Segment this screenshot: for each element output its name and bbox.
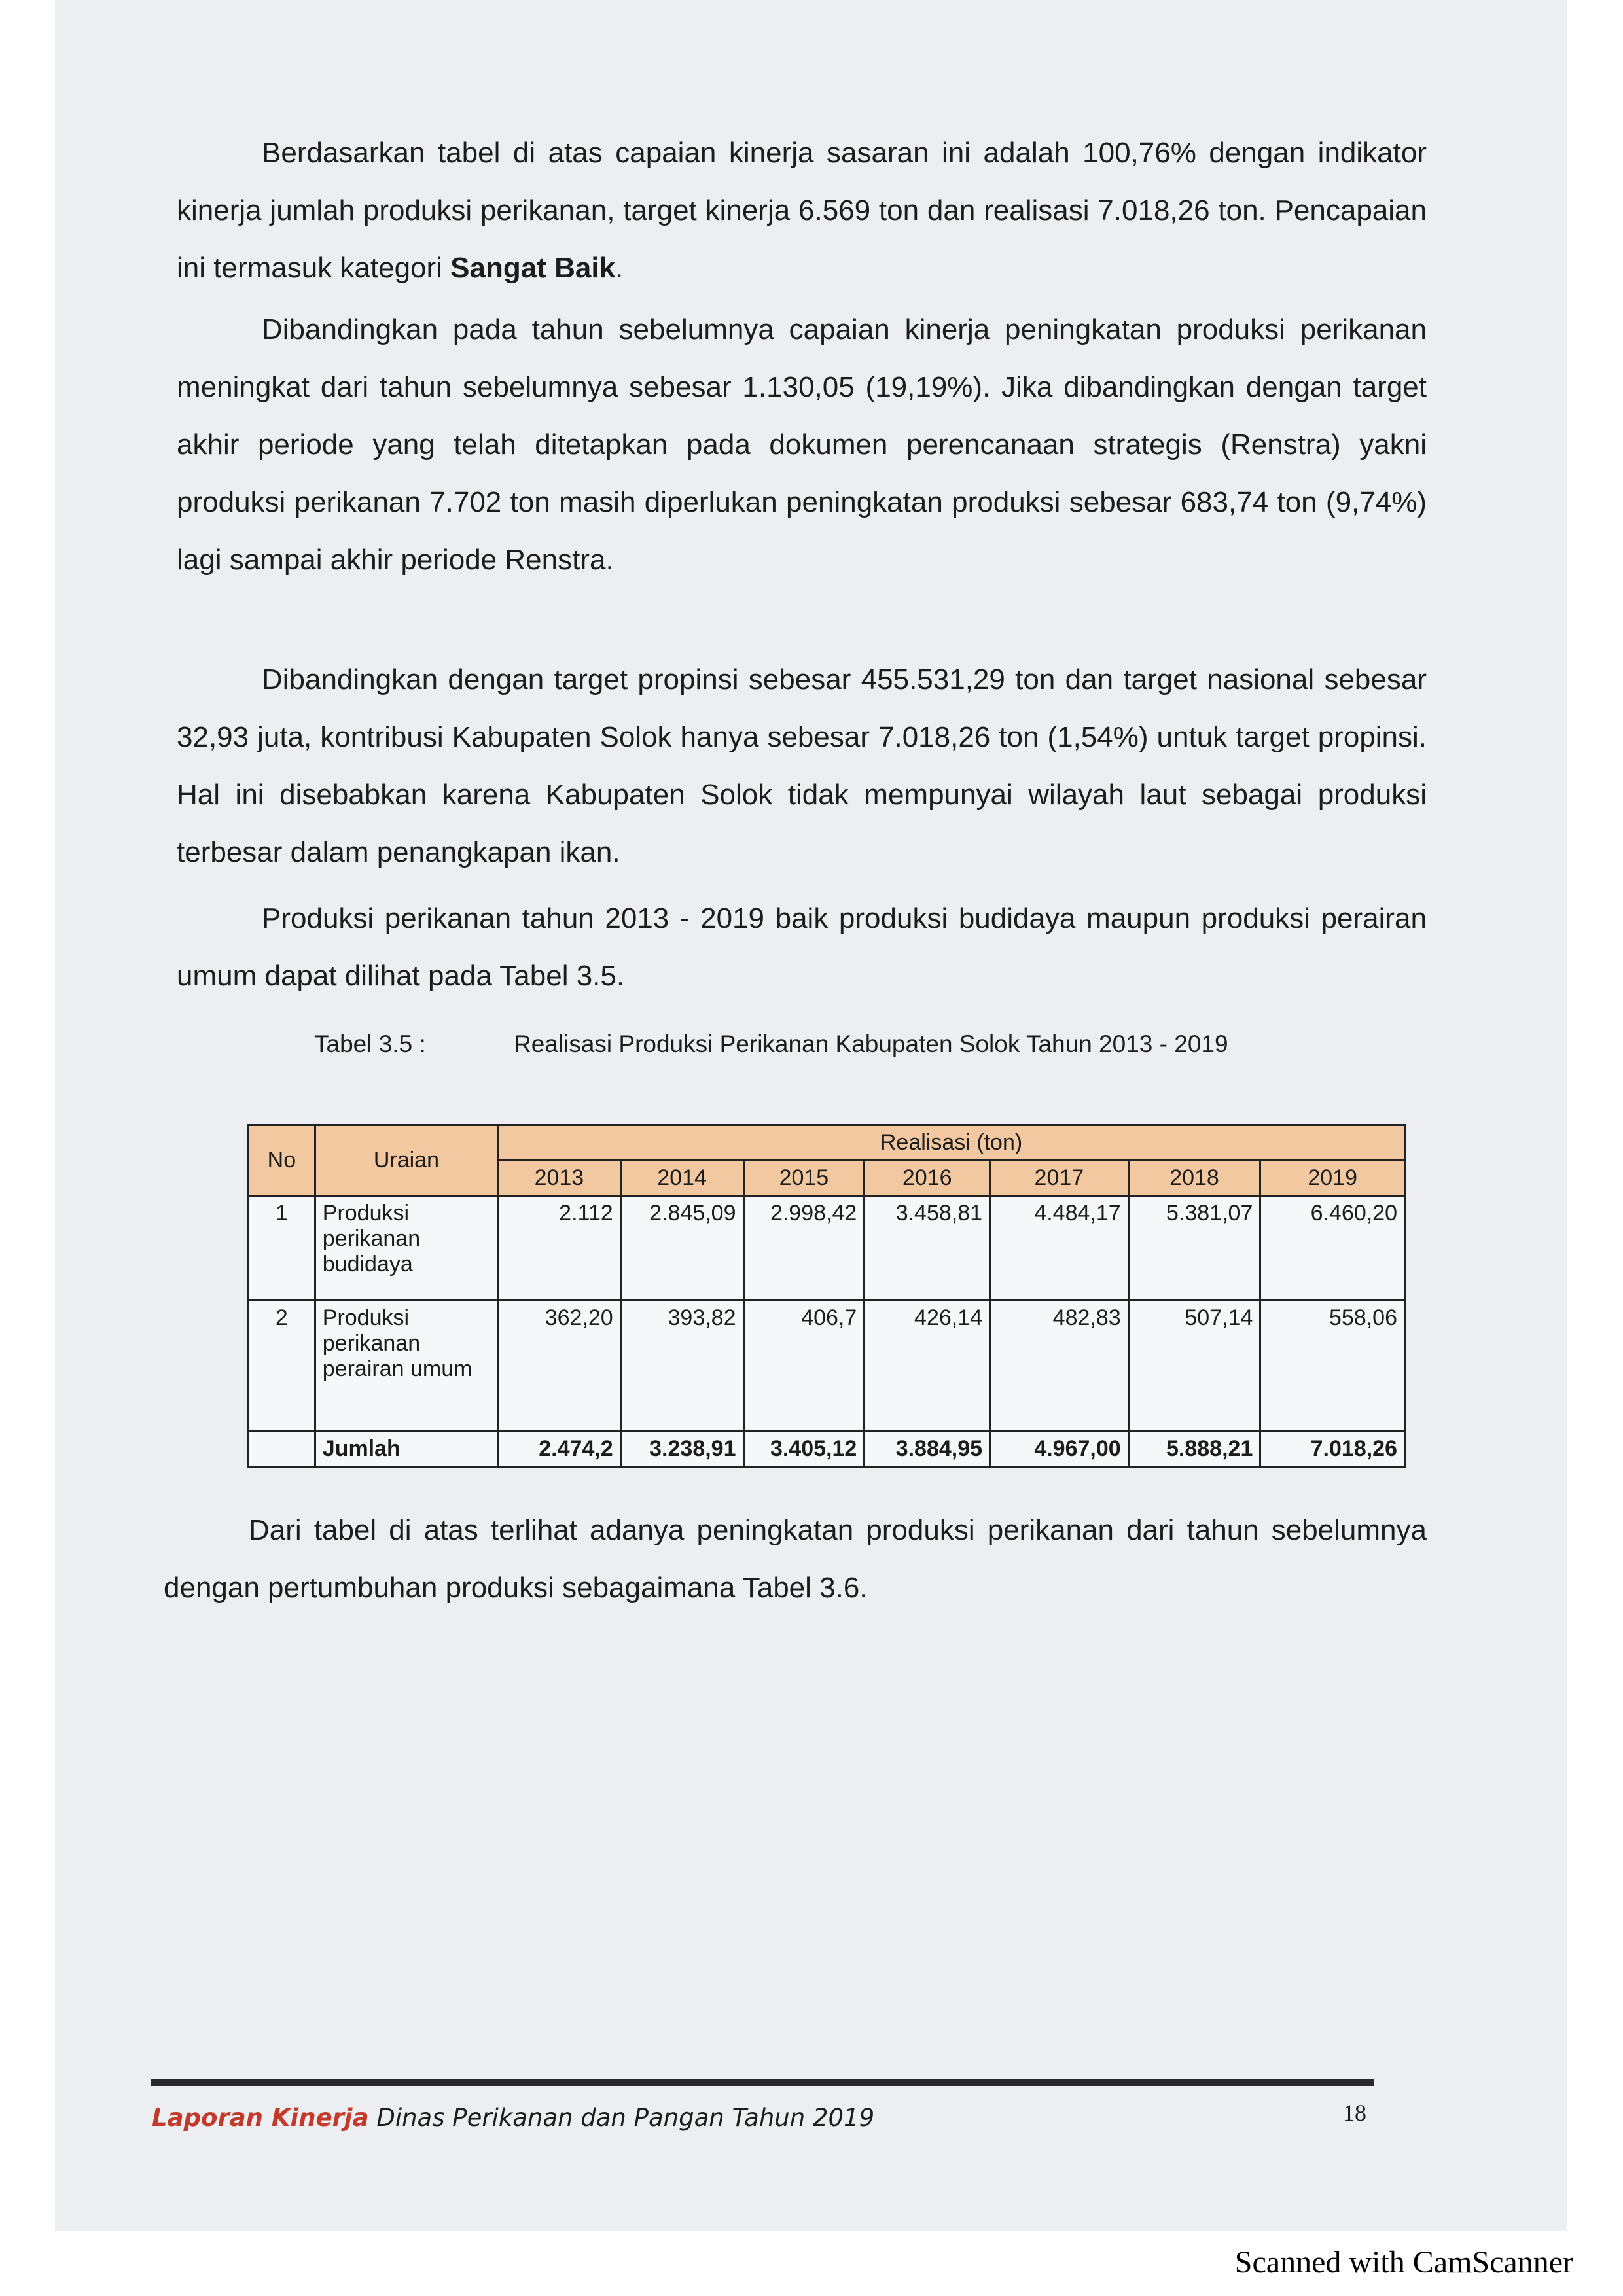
total-value: 5.888,21 [1128,1432,1260,1467]
header-year: 2014 [620,1161,743,1196]
paragraph-target-propinsi: Dibandingkan dengan target propinsi sebesar 455.531,29 ton dan target nasional sebesar 32,93 juta, kontribusi Kabupaten Solok hanya sebesar 7.018,26 ton (1,54%) untuk target propinsi. Hal ini disebabkan karena Kabupaten Solok tidak mempunyai wilayah laut sebagai produksi terbesar dalam penangkapan ikan. [177,663,1427,868]
production-table [247,1124,1406,1468]
paragraph-capaian-kinerja: Berdasarkan tabel di atas capaian kinerja sasaran ini adalah 100,76% dengan indikator kinerja jumlah produksi perikanan, target kinerja 6.569 ton dan realisasi 7.018,26 ton. Pencapaian ini termasuk kategori Sangat Baik. [177,137,1427,284]
scanner-watermark: Scanned with CamScanner [1234,2245,1573,2280]
paragraph-pertumbuhan-produksi: Dari tabel di atas terlihat adanya peningkatan produksi perikanan dari tahun sebelumnya dengan pertumbuhan produksi sebagaimana Tabel 3.6. [164,1514,1427,1604]
total-no [249,1432,315,1467]
total-value: 2.474,2 [498,1432,621,1467]
total-value: 3.405,12 [743,1432,865,1467]
total-value: 4.967,00 [990,1432,1129,1467]
row-value: 426,14 [865,1301,990,1432]
table-row [249,1301,1405,1432]
table-caption-label: Tabel 3.5 : [314,1031,426,1057]
page-number: 18 [1343,2100,1366,2126]
header-uraian: Uraian [315,1125,497,1196]
header-year: 2013 [498,1161,621,1196]
table-caption-title: Realisasi Produksi Perikanan Kabupaten Solok Tahun 2013 - 2019 [514,1031,1228,1057]
header-year: 2018 [1128,1161,1260,1196]
total-value: 3.884,95 [865,1432,990,1467]
row-uraian: Produksi perikanan budidaya [315,1196,497,1301]
header-no: No [249,1125,315,1196]
table-header-row [249,1125,1405,1161]
header-year: 2017 [990,1161,1129,1196]
footer-subtitle: Dinas Perikanan dan Pangan Tahun 2019 [368,2104,875,2132]
row-value: 2.845,09 [620,1196,743,1301]
paragraph-perbandingan-tahun-sebelumnya: Dibandingkan pada tahun sebelumnya capaian kinerja peningkatan produksi perikanan meningkat dari tahun sebelumnya sebesar 1.130,05 (19,19%). Jika dibandingkan dengan target akhir periode yang telah ditetapkan pada dokumen perencanaan strategis (Renstra) yakni produksi perikanan 7.702 ton masih diperlukan peningkatan produksi sebesar 683,74 ton (9,74%) lagi sampai akhir periode Renstra. [177,313,1427,576]
row-value: 3.458,81 [865,1196,990,1301]
paragraph-produksi-2013-2019: Produksi perikanan tahun 2013 - 2019 baik produksi budidaya maupun produksi perairan umum dapat dilihat pada Tabel 3.5. [177,902,1427,992]
row-value: 507,14 [1128,1301,1260,1432]
row-value: 482,83 [990,1301,1129,1432]
total-value: 3.238,91 [620,1432,743,1467]
row-uraian: Produksi perikanan perairan umum [315,1301,497,1432]
footer-brand: Laporan Kinerja [152,2104,369,2132]
header-year: 2019 [1260,1161,1405,1196]
row-value: 558,06 [1260,1301,1405,1432]
table-caption [314,1031,1228,1058]
row-value: 6.460,20 [1260,1196,1405,1301]
kategori-sangat-baik: Sangat Baik [450,252,616,284]
row-value: 2.998,42 [743,1196,865,1301]
total-label: Jumlah [315,1432,497,1467]
row-value: 4.484,17 [990,1196,1129,1301]
row-value: 393,82 [620,1301,743,1432]
header-realisasi: Realisasi (ton) [498,1125,1405,1161]
table-row [249,1196,1405,1301]
header-year: 2016 [865,1161,990,1196]
row-no: 2 [249,1301,315,1432]
row-value: 362,20 [498,1301,621,1432]
row-no: 1 [249,1196,315,1301]
footer-divider [151,2079,1374,2086]
table-total-row [249,1432,1405,1467]
footer-report-title [152,2104,874,2132]
row-value: 406,7 [743,1301,865,1432]
total-value: 7.018,26 [1260,1432,1405,1467]
row-value: 5.381,07 [1128,1196,1260,1301]
header-year: 2015 [743,1161,865,1196]
row-value: 2.112 [498,1196,621,1301]
